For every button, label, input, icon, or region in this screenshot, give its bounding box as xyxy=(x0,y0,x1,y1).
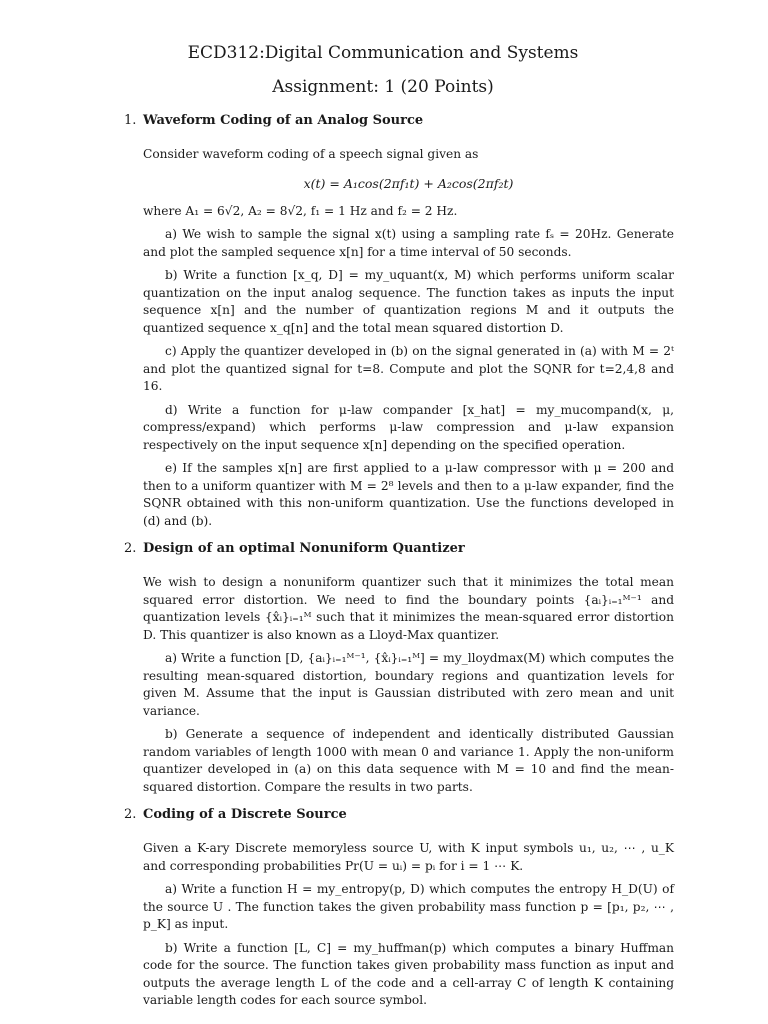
section-number: 1. xyxy=(124,113,137,128)
section-title: Coding of a Discrete Source xyxy=(143,807,347,822)
section-intro: We wish to design a nonuniform quantizer such that it minimizes the total mean squared error distortion. We need to find the boundary points {aᵢ}ᵢ₌₁ᴹ⁻¹ and quantization levels {x̂ᵢ}ᵢ₌₁ᴹ such that it minimizes the mean-squared error distortion D. This quantizer is also known as a Lloyd-Max quantizer. xyxy=(143,575,674,642)
question-part-e: e) If the samples x[n] are first applied to a μ-law compressor with μ = 200 and then to a uniform quantizer with M = 2⁸ levels and then to a μ-law expander, find the SQNR obtained with this non-uniform quantization. Use the functions developed in (d) and (b). xyxy=(143,461,674,528)
page-title: ECD312:Digital Communication and Systems xyxy=(187,43,579,63)
section-title: Design of an optimal Nonuniform Quantizer xyxy=(143,541,465,556)
section-nonuniform-quantizer xyxy=(124,540,674,796)
parameters-text: where A₁ = 6√2, A₂ = 8√2, f₁ = 1 Hz and f₂ = 2 Hz. xyxy=(143,203,458,218)
question-part-a: a) Write a function H = my_entropy(p, D) which computes the entropy H_D(U) of the source U . The function takes the given probability mass function p = [p₁, p₂, ⋯ , p_K] as input. xyxy=(143,882,674,931)
signal-equation: x(t) = A₁cos(2πf₁t) + A₂cos(2πf₂t) xyxy=(303,175,514,191)
section-discrete-source xyxy=(124,806,674,1010)
assignment-subtitle: Assignment: 1 (20 Points) xyxy=(272,77,494,97)
section-number: 2. xyxy=(124,541,137,556)
question-part-c: c) Apply the quantizer developed in (b) on the signal generated in (a) with M = 2ᵗ and plot the quantized signal for t=8. Compute and plot the SQNR for t=2,4,8 and 16. xyxy=(143,344,674,393)
section-heading xyxy=(124,806,674,824)
question-part-b: b) Write a function [L, C] = my_huffman(p) which computes a binary Huffman code for the source. The function takes given probability mass function as input and outputs the average length L of the code and a cell-array C of length K containing variable length codes for each source symbol. xyxy=(143,940,674,1007)
section-waveform-coding xyxy=(124,112,674,530)
section-heading xyxy=(124,112,674,130)
question-part-a: a) We wish to sample the signal x(t) using a sampling rate fₛ = 20Hz. Generate and plot the sampled sequence x[n] for a time interval of 50 seconds. xyxy=(143,227,674,259)
section-intro: Consider waveform coding of a speech signal given as xyxy=(143,147,479,161)
question-part-b: b) Generate a sequence of independent and identically distributed Gaussian random variables of length 1000 with mean 0 and variance 1. Apply the non-uniform quantizer developed in (a) on this data sequence with M = 10 and find the mean-squared distortion. Compare the results in two parts. xyxy=(143,727,674,794)
section-heading xyxy=(124,540,674,558)
section-number: 2. xyxy=(124,807,137,822)
question-part-d: d) Write a function for μ-law compander [x_hat] = my_mucompand(x, μ, compress/expand) which performs μ-law compression and μ-law expansion respectively on the input sequence x[n] depending on the specified operation. xyxy=(143,402,674,452)
section-title: Waveform Coding of an Analog Source xyxy=(143,113,424,128)
question-part-b: b) Write a function [x_q, D] = my_uquant(x, M) which performs uniform scalar quantization on the input analog sequence. The function takes as inputs the input sequence x[n] and the number of quantization regions M and it outputs the quantized sequence x_q[n] and the total mean squared distortion D. xyxy=(143,268,674,335)
question-part-a: a) Write a function [D, {aᵢ}ᵢ₌₁ᴹ⁻¹, {x̂ᵢ}ᵢ₌₁ᴹ] = my_lloydmax(M) which computes the resulting mean-squared distortion, boundary regions and quantization levels for given M. Assume that the input is Gaussian distributed with zero mean and unit variance. xyxy=(143,651,674,718)
section-intro: Given a K-ary Discrete memoryless source U, with K input symbols u₁, u₂, ⋯ , u_K and corresponding probabilities Pr(U = uᵢ) = pᵢ for i = 1 ⋯ K. xyxy=(143,841,674,873)
